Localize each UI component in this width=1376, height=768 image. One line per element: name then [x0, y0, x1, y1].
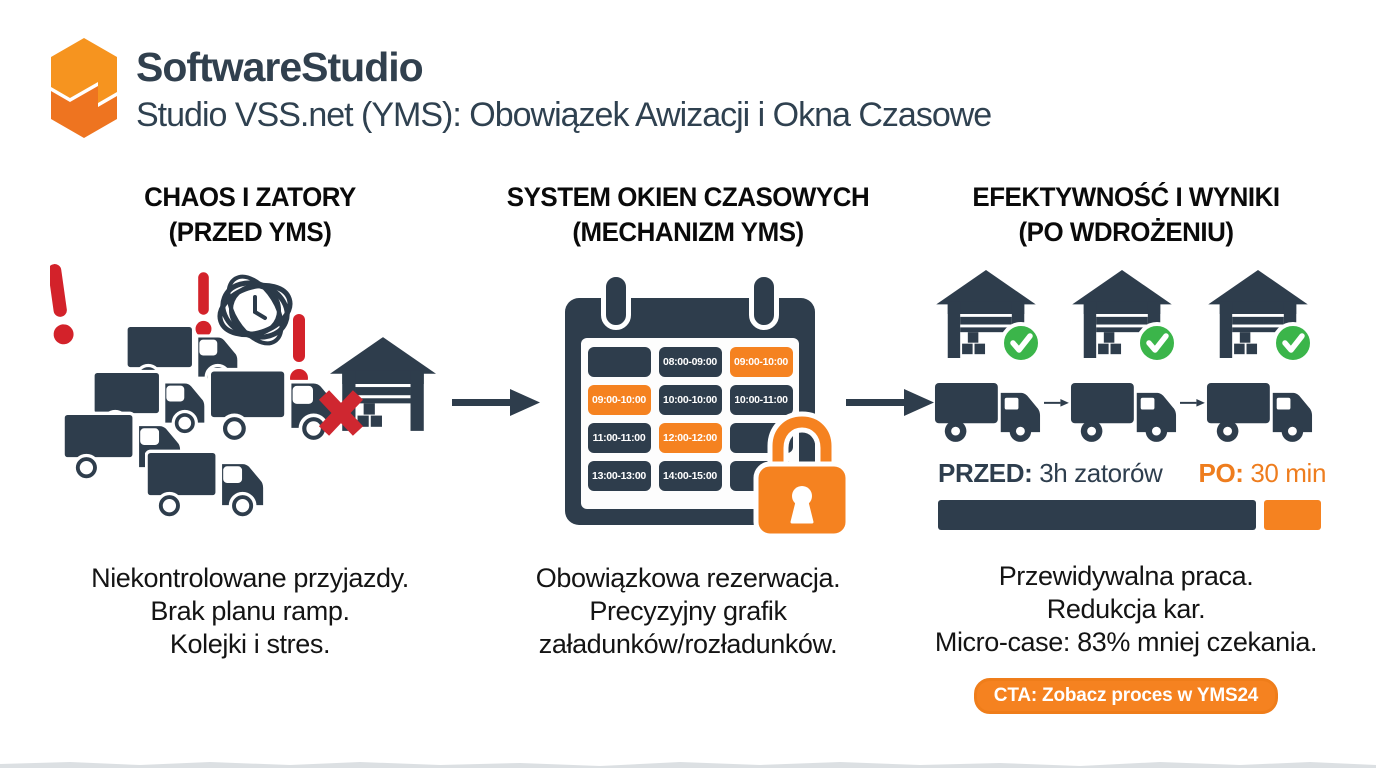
column-title-line2: (MECHANIZM YMS): [572, 217, 804, 247]
time-slot: 08:00-09:00: [659, 347, 722, 377]
time-slot: 09:00-10:00: [588, 385, 651, 415]
column-title-line1: EFEKTYWNOŚĆ I WYNIKI: [972, 182, 1280, 212]
check-circle-icon: [1002, 324, 1040, 362]
softwarestudio-logo-icon: [46, 36, 122, 140]
column-yms-mechanism: [462, 170, 914, 710]
column-title-line1: CHAOS I ZATORY: [144, 182, 356, 212]
calendar-ring-icon: [749, 272, 779, 330]
check-circle-icon: [1138, 324, 1176, 362]
column-title-line1: SYSTEM OKIEN CZASOWYCH: [506, 182, 870, 212]
after-stat: [1199, 458, 1327, 489]
column-description: [462, 562, 914, 661]
time-slot: 14:00-15:00: [659, 461, 722, 491]
page-title: Studio VSS.net (YMS): Obowiązek Awizacji i Okna Czasowe: [136, 96, 992, 134]
truck-icon: [935, 383, 1040, 442]
column-description: [36, 562, 464, 661]
brand-title: SoftwareStudio: [136, 44, 423, 90]
cta-button[interactable]: CTA: Zobacz proces w YMS24: [974, 678, 1278, 714]
warehouse-truck-group: [1070, 270, 1178, 450]
time-slot: 10:00-11:00: [730, 385, 793, 415]
description-line: Obowiązkowa rezerwacja.: [535, 563, 841, 593]
before-label: PRZED:: [938, 458, 1033, 488]
column-title: [917, 180, 1336, 250]
check-circle-icon: [1274, 324, 1312, 362]
time-slot: 09:00-10:00: [730, 347, 793, 377]
description-line: Redukcja kar.: [1046, 594, 1206, 624]
torn-edge-decoration: [0, 756, 1376, 768]
before-bar: [938, 500, 1256, 530]
after-bar: [1264, 500, 1321, 530]
column-description: [908, 560, 1344, 659]
description-line: Precyzyjny grafik: [589, 596, 787, 626]
exclamation-icon: [196, 272, 212, 337]
column-title: [45, 180, 456, 250]
cta-row: [908, 678, 1344, 714]
description-line: Niekontrolowane przyjazdy.: [91, 563, 409, 593]
truck-icon: [1207, 383, 1312, 442]
truck-icon: [146, 451, 265, 518]
description-line: Micro-case: 83% mniej czekania.: [934, 627, 1318, 657]
column-after-yms: [908, 170, 1344, 730]
column-title: [471, 180, 905, 250]
time-slot: 12:00-12:00: [659, 423, 722, 453]
padlock-icon: [750, 408, 854, 540]
exclamation-icon: [50, 263, 75, 346]
truck-icon: [1071, 383, 1176, 442]
arrow-right-icon: [1180, 392, 1206, 414]
warehouse-truck-group: [934, 270, 1042, 450]
before-after-comparison: [938, 458, 1326, 489]
before-value: 3h zatorów: [1039, 458, 1163, 488]
time-slot: [588, 347, 651, 377]
chaos-trucks-illustration: [50, 258, 450, 546]
arrow-right-icon: [1044, 392, 1070, 414]
before-stat: [938, 458, 1162, 489]
time-slot: 13:00-13:00: [588, 461, 651, 491]
after-value: 30 min: [1250, 458, 1326, 488]
description-line: Przewidywalna praca.: [998, 561, 1254, 591]
description-line: załadunków/rozładunków.: [538, 629, 838, 659]
column-title-line2: (PO WDROŻENIU): [1018, 217, 1234, 247]
comparison-bars: [938, 500, 1326, 530]
time-slot: 10:00-10:00: [659, 385, 722, 415]
truck-icon: [209, 370, 337, 442]
exclamation-icon: [290, 314, 308, 387]
warehouse-truck-group: [1206, 270, 1314, 450]
time-slot: 11:00-11:00: [588, 423, 651, 453]
column-title-line2: (PRZED YMS): [168, 217, 332, 247]
description-line: Brak planu ramp.: [150, 596, 350, 626]
column-before-yms: [36, 170, 464, 710]
calendar-ring-icon: [601, 272, 631, 330]
description-line: Kolejki i stres.: [169, 629, 331, 659]
after-label: PO:: [1198, 458, 1244, 488]
